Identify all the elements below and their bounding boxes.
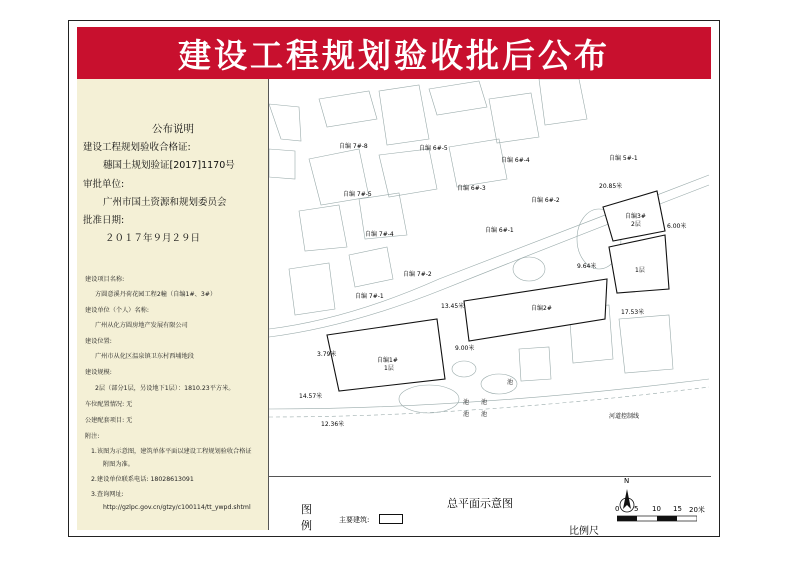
- legend-panel: [269, 476, 711, 537]
- scale: 2层（部分1层，另设地下1层）：1810.23平方米。: [95, 385, 235, 392]
- approval-date: ２０１７年９月２９日: [105, 233, 201, 244]
- notes-label: 附注:: [85, 433, 100, 440]
- neighbor-label: 自编 6#-4: [501, 157, 530, 164]
- date-label: 批准日期:: [83, 215, 125, 226]
- pool-label: 池: [463, 411, 470, 418]
- page-title: 建设工程规划验收批后公布: [77, 27, 711, 79]
- neighbor-label: 自编 6#-3: [457, 185, 486, 192]
- pool-label: 池: [481, 411, 488, 418]
- pool-label: 池: [463, 399, 470, 406]
- unit-name: 广州从化方圆房地产发展有限公司: [95, 322, 188, 329]
- dimension-label: 20.85米: [599, 183, 623, 190]
- site-plan-title: 总平面示意图: [447, 497, 513, 510]
- approver-label: 审批单位:: [83, 179, 125, 190]
- dimension-label: 6.00米: [667, 223, 687, 230]
- note-1b: 附图为准。: [103, 461, 134, 468]
- neighbor-label: 自编 7#-8: [339, 143, 368, 150]
- legend-label-b: 例: [301, 519, 312, 532]
- scale-bar-label: 比例尺: [569, 526, 599, 537]
- unit-label: 建设单位（个人）名称:: [85, 307, 149, 314]
- note-1a: 1.该图为示意图，建筑单体平面以建设工程规划验收合格证: [91, 448, 252, 455]
- north-label: N: [624, 477, 630, 485]
- legend-label-a: 图: [301, 503, 312, 516]
- building-2-label: 自编2#: [531, 305, 552, 312]
- dimension-label: 12.36米: [321, 421, 345, 428]
- scale-tick: 5: [634, 505, 639, 513]
- neighbor-label: 自编 6#-1: [485, 227, 514, 234]
- road-label: 河道控制线: [609, 413, 640, 420]
- building-3-label: 自编3#: [625, 213, 646, 220]
- scale-tick: 0: [615, 505, 620, 513]
- dimension-label: 14.57米: [299, 393, 323, 400]
- building-3-floors: 2层: [631, 221, 641, 228]
- neighbor-label: 自编 5#-1: [609, 155, 638, 162]
- site-plan-map: [269, 79, 711, 476]
- scale-tick: 10: [652, 505, 661, 513]
- building-4-floors: 1层: [635, 267, 645, 274]
- dimension-label: 3.79米: [317, 351, 337, 358]
- legend-building-swatch: [379, 514, 403, 524]
- query-url[interactable]: http://gzlpc.gov.cn/gtzy/c100114/tt_ywpd.shtml: [103, 504, 251, 511]
- neighbor-label: 自编 7#-5: [343, 191, 372, 198]
- dimension-label: 9.00米: [455, 345, 475, 352]
- note-2: 2.建设单位联系电话: 18028613091: [91, 476, 194, 483]
- parking-info: 车位配置情况: 无: [85, 401, 133, 408]
- cert-label: 建设工程规划验收合格证:: [83, 142, 191, 153]
- project-name-label: 建设项目名称:: [85, 276, 125, 283]
- location: 广州市从化区温泉镇卫东村西埔地段: [95, 353, 194, 360]
- scale-tick: 15: [673, 505, 682, 513]
- building-4-outline: [609, 235, 669, 293]
- neighbor-label: 自编 6#-2: [531, 197, 560, 204]
- north-arrow-icon: [619, 483, 635, 517]
- note-3: 3.查询网址:: [91, 491, 124, 498]
- legend-key-label: 主要建筑:: [339, 516, 370, 524]
- building-1-floors: 1层: [384, 365, 394, 372]
- pool-label: 池: [481, 399, 488, 406]
- dimension-label: 17.53米: [621, 309, 645, 316]
- public-facilities-info: 公建配套项目: 无: [85, 417, 133, 424]
- announcement-panel: [77, 79, 269, 530]
- announcement-heading: 公布说明: [152, 123, 194, 135]
- scale-tick: 20米: [689, 506, 705, 514]
- approver-name: 广州市国土资源和规划委员会: [103, 197, 227, 208]
- site-plan-drawing: [269, 79, 711, 476]
- dimension-label: 9.64米: [577, 263, 597, 270]
- neighbor-label: 自编 7#-2: [403, 271, 432, 278]
- scale-bar: [617, 515, 697, 523]
- neighbor-label: 自编 7#-1: [355, 293, 384, 300]
- neighbor-label: 自编 7#-4: [365, 231, 394, 238]
- project-name: 方圆意溪丹荷花园工程2幢（自编1#、3#）: [95, 291, 217, 298]
- neighbor-label: 自编 6#-5: [419, 145, 448, 152]
- location-label: 建设位置:: [85, 338, 112, 345]
- pool-label: 池: [507, 379, 514, 386]
- scale-label: 建设规模:: [85, 369, 112, 376]
- cert-number: 穗国土规划验证[2017]1170号: [103, 160, 235, 171]
- building-1-label: 自编1#: [377, 357, 398, 364]
- dimension-label: 13.45米: [441, 303, 465, 310]
- notice-sheet: [68, 20, 720, 537]
